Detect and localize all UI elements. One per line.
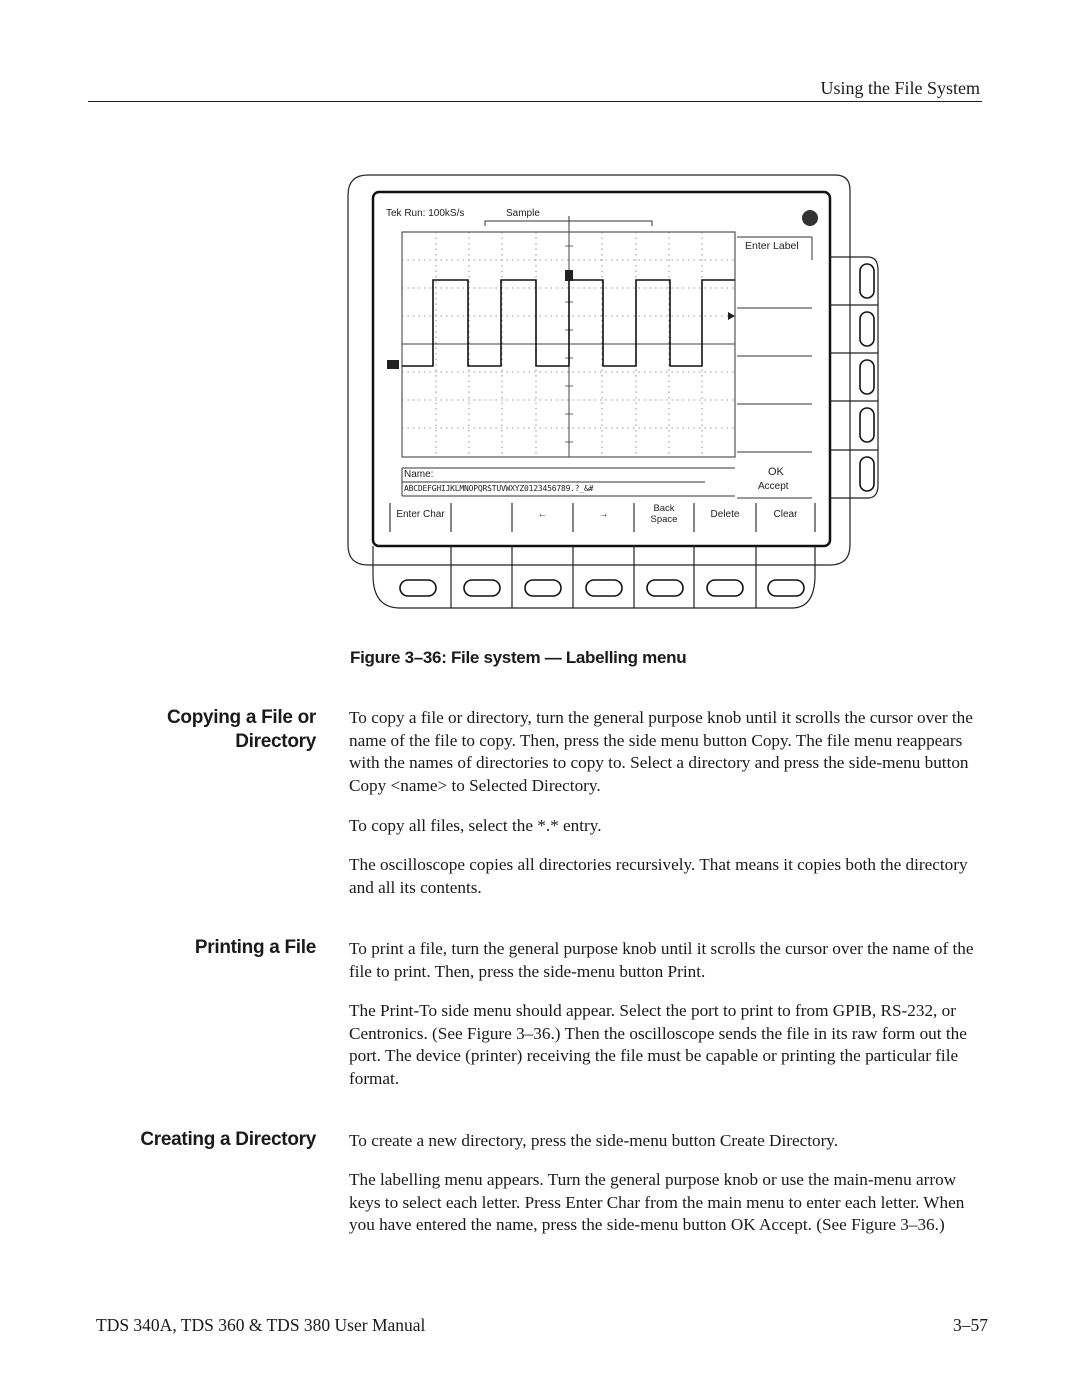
heading-line: Creating a Directory bbox=[140, 1129, 316, 1150]
name-field: Name: bbox=[404, 469, 434, 480]
copy-paragraph-3: The oscilloscope copies all directories recursively. That means it copies both the directory and all its contents. bbox=[349, 855, 968, 897]
menu-left-arrow: ← bbox=[537, 509, 548, 520]
footer-page-number: 3–57 bbox=[953, 1315, 988, 1335]
character-set: ABCDEFGHIJKLMNOPQRSTUVWXYZ0123456789.?_&# bbox=[404, 484, 594, 493]
ok-label: OK bbox=[768, 466, 784, 478]
side-menu-title: Enter Label bbox=[745, 240, 799, 252]
menu-delete: Delete bbox=[710, 509, 740, 520]
create-paragraph-2: The labelling menu appears. Turn the general purpose knob or use the main-menu arrow keys to select each letter. Press Enter Char from the main menu to enter each letter. When you have entered the name, press the side-menu button OK Accept. (See Figure 3–36.) bbox=[349, 1170, 965, 1234]
heading-line: Directory bbox=[235, 731, 316, 752]
status-line: Tek Run: 100kS/s bbox=[386, 208, 465, 219]
footer-manual-title: TDS 340A, TDS 360 & TDS 380 User Manual bbox=[96, 1315, 426, 1335]
acquisition-mode: Sample bbox=[506, 208, 540, 219]
heading-creating bbox=[140, 1128, 316, 1152]
menu-back-space: Back Space bbox=[650, 503, 678, 525]
print-paragraph-1: To print a file, turn the general purpose knob until it scrolls the cursor over the name of the file to print. Then, press the side-menu button Print. bbox=[349, 939, 974, 981]
menu-clear: Clear bbox=[773, 509, 798, 520]
create-paragraph-1: To create a new directory, press the side-menu button Create Directory. bbox=[349, 1131, 839, 1150]
copy-paragraph-1: To copy a file or directory, turn the general purpose knob until it scrolls the cursor over the name of the file to copy. Then, press the side menu button Copy. The file menu reappears with the names of directories to copy to. Select a directory and press the side-menu button Copy <name> to Selected Directory. bbox=[349, 708, 973, 795]
header-rule bbox=[88, 101, 982, 102]
heading-printing bbox=[195, 936, 316, 960]
heading-line: Copying a File or bbox=[166, 707, 316, 728]
oscilloscope-illustration bbox=[340, 170, 880, 610]
accept-label: Accept bbox=[758, 481, 789, 492]
figure-caption: Figure 3–36: File system — Labelling menu bbox=[350, 648, 687, 667]
print-paragraph-2: The Print-To side menu should appear. Select the port to print to from GPIB, RS-232, or Centronics. (See Figure 3–36.) Then the oscilloscope sends the file in its raw form out the port. The device (printer) receiving the file must be capable or printing the particular file format. bbox=[349, 1001, 967, 1088]
oscilloscope-figure bbox=[340, 170, 880, 610]
heading-line: Printing a File bbox=[194, 937, 316, 958]
heading-copying bbox=[167, 706, 316, 754]
menu-enter-char: Enter Char bbox=[396, 509, 445, 520]
copy-paragraph-2: To copy all files, select the *.* entry. bbox=[349, 816, 602, 835]
menu-right-arrow: → bbox=[598, 509, 609, 520]
running-header: Using the File System bbox=[820, 78, 980, 98]
